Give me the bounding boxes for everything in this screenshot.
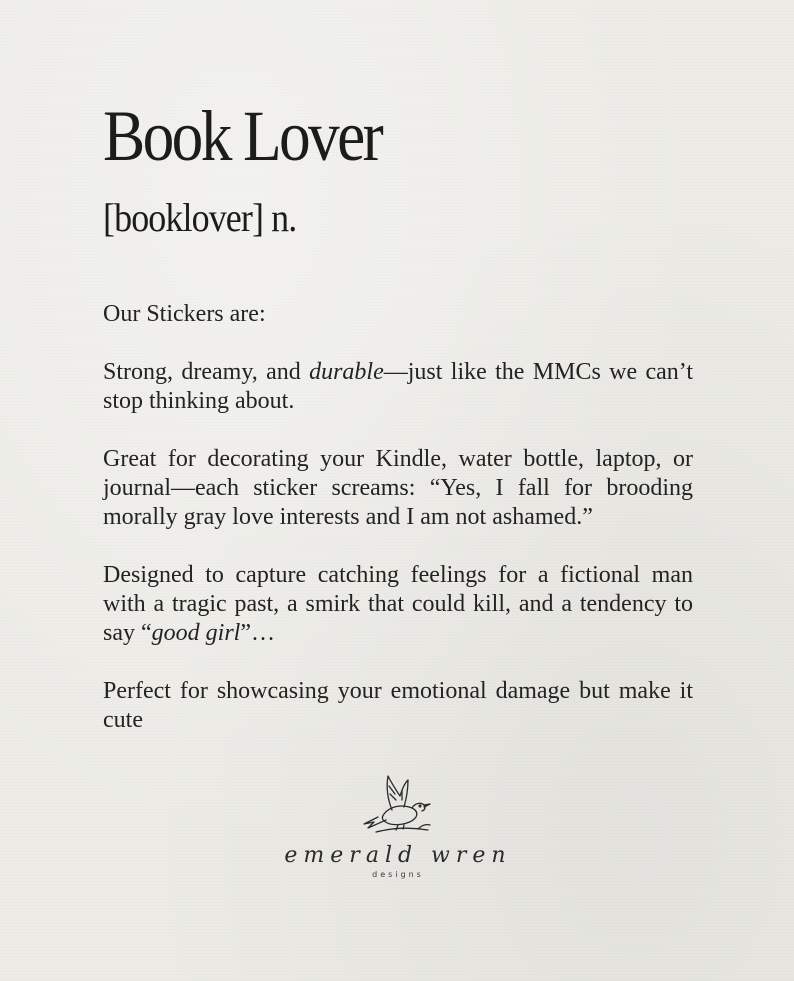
paragraph-strong-text: Strong, dreamy, and <box>103 359 310 385</box>
paragraph-strong <box>103 358 693 416</box>
paragraph-designed-text: Designed to capture catching feelings for a fictional man with a tragic past, a smirk that could kill, and a tendency to say “ <box>103 562 693 646</box>
paragraph-decorating: Great for decorating your Kindle, water bottle, laptop, or journal—each sticker screams: “Yes, I fall for brooding morally gray love interests and I am not ashamed.” <box>103 446 693 530</box>
brand-logo <box>283 770 513 890</box>
brand-name: emerald wren <box>284 843 512 868</box>
bird-icon <box>358 770 438 842</box>
brand-subtitle: designs <box>372 870 424 879</box>
description-body <box>103 300 693 735</box>
pronunciation: [booklover] n. <box>103 195 297 240</box>
paragraph-designed <box>103 561 693 648</box>
paragraph-strong-end: —just like the MMCs we can’t stop thinking about. <box>103 359 693 414</box>
paragraph-designed-italic: good girl <box>151 620 241 646</box>
intro-text: Our Stickers are: <box>103 301 266 327</box>
paragraph-perfect: Perfect for showcasing your emotional damage but make it cute <box>103 678 693 733</box>
paragraph-designed-end: ”… <box>240 620 275 646</box>
paragraph-strong-italic: durable <box>309 359 384 385</box>
definition-card <box>103 96 693 735</box>
page-title: Book Lover <box>103 96 382 176</box>
